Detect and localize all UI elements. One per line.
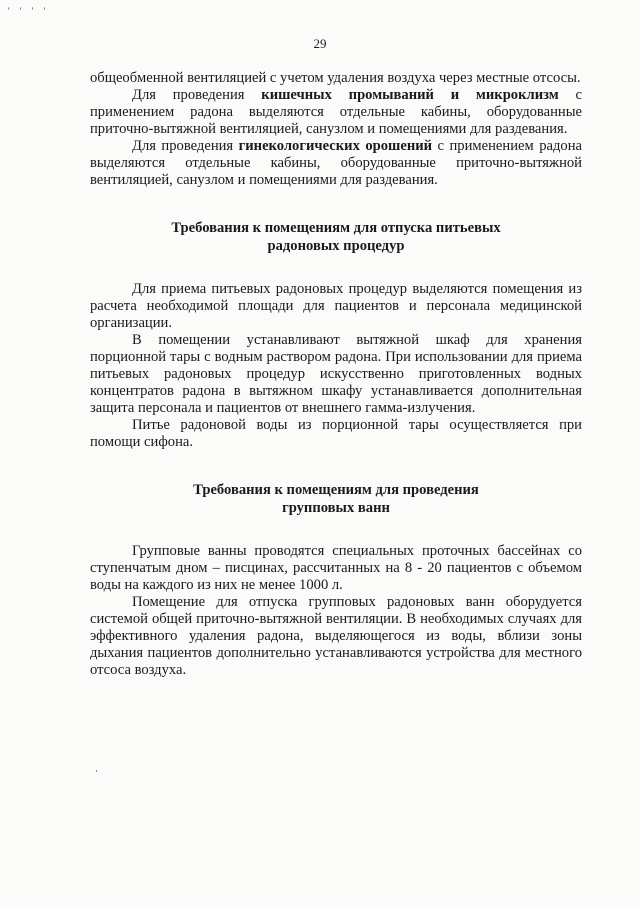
heading-line: Требования к помещениям для отпуска питьевых [171,220,501,236]
group-baths-paragraph: Помещение для отпуска групповых радоновых ванн оборудуется системой общей приточно-вытяжной вентиляции. В необходимых случаях для эффективного удаления радона, выделяющегося из воды, вблизи зоны дыхания пациентов дополнительно устанавливаются устройства для местного отсоса воздуха. [90,594,582,678]
emphasis-text: кишечных промываний и микроклизм [261,87,559,103]
intestinal-procedures-paragraph [90,87,582,138]
paragraph-text: с применением радона выделяются отдельные кабины, оборудованные приточно-вытяжной вентиляцией, санузлом и помещениями для раздевания. [90,87,582,137]
drinking-paragraph: Для приема питьевых радоновых процедур выделяются помещения из расчета необходимой площади для пациентов и персонала медицинской организации. [90,281,582,331]
group-baths-paragraph: Групповые ванны проводятся специальных проточных бассейнах со ступенчатым дном – писцинах, рассчитанных на 8 - 20 пациентов с объемом воды на каждого из них не менее 1000 л. [90,543,582,593]
section-heading-drinking-procedures [90,219,582,255]
emphasis-text: гинекологических орошений [238,138,433,154]
paragraph-text: Для проведения [132,138,239,154]
heading-line: радоновых процедур [267,238,405,254]
heading-line: групповых ванн [282,500,390,516]
heading-line: Требования к помещениям для проведения [193,482,479,498]
scan-marks: ' ' ' ' [8,6,50,16]
paragraph-text: Для проведения [132,87,262,103]
scan-speck [96,770,97,772]
drinking-paragraph: Питье радоновой воды из порционной тары осуществляется при помощи сифона. [90,417,582,450]
section-heading-group-baths [90,481,582,517]
gynecological-procedures-paragraph [90,138,582,189]
document-body [90,70,582,679]
paragraph-text: с применением радона выделяются отдельные кабины, оборудованные приточно-вытяжной вентиляцией, санузлом и помещениями для раздевания. [90,138,582,188]
intro-continuation-paragraph: общеобменной вентиляцией с учетом удаления воздуха через местные отсосы. [90,70,581,86]
page-number: 29 [313,36,327,51]
drinking-paragraph: В помещении устанавливают вытяжной шкаф для хранения порционной тары с водным раствором радона. При использовании для приема питьевых радоновых процедур искусственно приготовленных водных концентратов радона в вытяжном шкафу устанавливается дополнительная защита персонала и пациентов от внешнего гамма-излучения. [90,332,582,416]
